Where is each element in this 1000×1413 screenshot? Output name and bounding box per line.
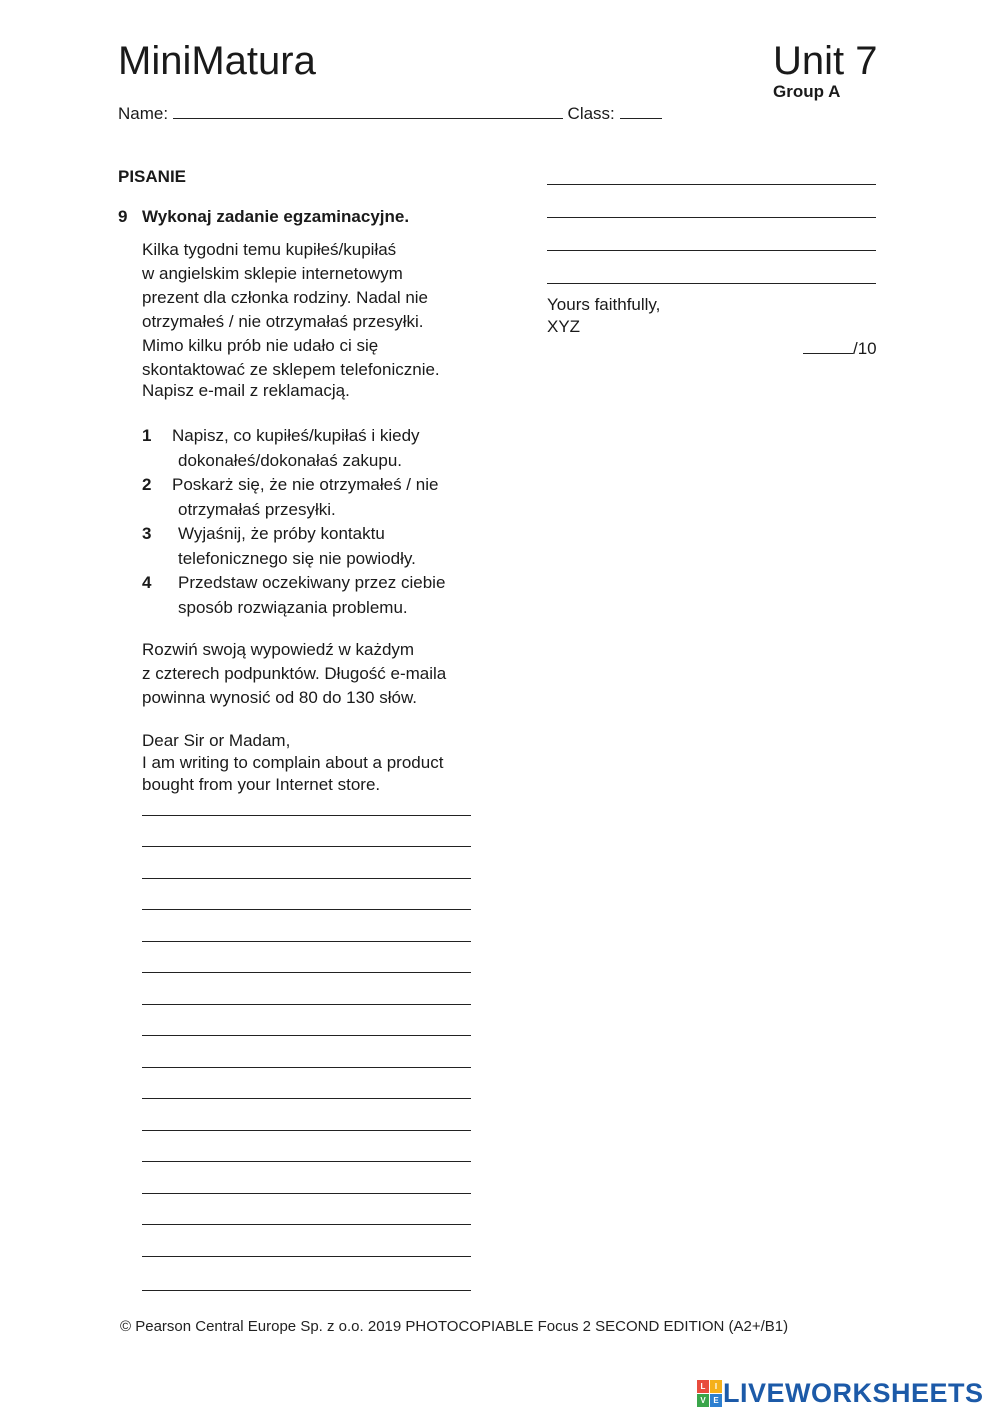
point-line: Poskarż się, że nie otrzymałeś / nie xyxy=(172,475,439,494)
letter-line: Dear Sir or Madam, xyxy=(142,731,291,750)
answer-line[interactable] xyxy=(142,1161,471,1162)
answer-line[interactable] xyxy=(142,1193,471,1194)
letter-closing xyxy=(547,294,660,338)
develop-line: powinna wynosić od 80 do 130 słów. xyxy=(142,688,418,707)
logo-letter: I xyxy=(710,1380,722,1393)
answer-line[interactable] xyxy=(547,250,876,251)
task-point xyxy=(142,571,502,620)
answer-line[interactable] xyxy=(142,1290,471,1291)
score-field[interactable] xyxy=(803,338,853,354)
intro-line: Kilka tygodni temu kupiłeś/kupiłaś xyxy=(142,240,397,259)
class-label: Class: xyxy=(567,104,615,123)
answer-line[interactable] xyxy=(142,1098,471,1099)
task-intro xyxy=(142,238,502,403)
logo-letter: E xyxy=(710,1394,722,1407)
liveworksheets-brand xyxy=(697,1376,984,1410)
task-points xyxy=(142,424,502,620)
answer-line[interactable] xyxy=(142,878,471,879)
class-field[interactable] xyxy=(620,103,662,119)
answer-line[interactable] xyxy=(142,1130,471,1131)
point-number: 2 xyxy=(142,475,152,494)
answer-line[interactable] xyxy=(142,815,471,816)
task-heading xyxy=(118,207,409,227)
point-line: Przedstaw oczekiwany przez ciebie xyxy=(178,573,446,592)
unit-label: Unit 7 xyxy=(773,39,878,83)
point-number: 4 xyxy=(142,573,152,592)
answer-line[interactable] xyxy=(547,217,876,218)
answer-line[interactable] xyxy=(142,1004,471,1005)
logo-letter: V xyxy=(697,1394,709,1407)
answer-line[interactable] xyxy=(142,1224,471,1225)
answer-line[interactable] xyxy=(142,1035,471,1036)
point-line: sposób rozwiązania problemu. xyxy=(178,597,408,617)
closing-phrase: Yours faithfully, xyxy=(547,295,661,314)
answer-line[interactable] xyxy=(547,184,876,185)
answer-line[interactable] xyxy=(142,1067,471,1068)
name-class-row xyxy=(118,103,662,124)
answer-line[interactable] xyxy=(142,941,471,942)
point-line: otrzymałaś przesyłki. xyxy=(178,499,336,519)
section-heading: PISANIE xyxy=(118,167,187,186)
point-number: 3 xyxy=(142,524,152,543)
worksheet-title: MiniMatura xyxy=(118,39,316,83)
point-line: Wyjaśnij, że próby kontaktu xyxy=(178,524,385,543)
signature-name: XYZ xyxy=(547,317,581,336)
score-max: /10 xyxy=(853,339,877,358)
point-line: dokonałeś/dokonałaś zakupu. xyxy=(178,450,402,470)
answer-line[interactable] xyxy=(547,283,876,284)
group-label: Group A xyxy=(773,82,841,101)
score-box xyxy=(803,338,877,359)
logo-letter: L xyxy=(697,1380,709,1393)
task-point xyxy=(142,473,502,522)
intro-line: otrzymałeś / nie otrzymałaś przesyłki. xyxy=(142,312,424,331)
intro-line: prezent dla członka rodziny. Nadal nie xyxy=(142,288,429,307)
liveworksheets-logo-icon xyxy=(697,1380,721,1406)
letter-opening xyxy=(142,730,522,796)
develop-line: Rozwiń swoją wypowiedź w każdym xyxy=(142,640,415,659)
answer-line[interactable] xyxy=(142,846,471,847)
name-field[interactable] xyxy=(173,103,563,119)
name-label: Name: xyxy=(118,104,169,123)
develop-line: z czterech podpunktów. Długość e-maila xyxy=(142,664,447,683)
point-line: telefonicznego się nie powiodły. xyxy=(178,548,416,568)
letter-line: I am writing to complain about a product xyxy=(142,753,444,772)
task-instruction: Wykonaj zadanie egzaminacyjne. xyxy=(142,207,410,226)
answer-line[interactable] xyxy=(142,972,471,973)
answer-line[interactable] xyxy=(142,1256,471,1257)
task-point xyxy=(142,424,502,473)
brand-name: LIVEWORKSHEETS xyxy=(723,1377,984,1408)
point-line: Napisz, co kupiłeś/kupiłaś i kiedy xyxy=(172,426,420,445)
task-number: 9 xyxy=(118,207,128,226)
point-number: 1 xyxy=(142,426,152,445)
answer-line[interactable] xyxy=(142,909,471,910)
task-develop xyxy=(142,638,502,710)
copyright-footer: © Pearson Central Europe Sp. z o.o. 2019 PHOTOCOPIABLE Focus 2 SECOND EDITION (A2+/B1) xyxy=(120,1318,789,1335)
intro-line: w angielskim sklepie internetowym xyxy=(142,264,403,283)
task-point xyxy=(142,522,502,571)
letter-line: bought from your Internet store. xyxy=(142,775,381,794)
intro-line: Napisz e-mail z reklamacją. xyxy=(142,381,350,400)
intro-line: Mimo kilku prób nie udało ci się xyxy=(142,336,379,355)
intro-line: skontaktować ze sklepem telefonicznie. xyxy=(142,360,440,379)
